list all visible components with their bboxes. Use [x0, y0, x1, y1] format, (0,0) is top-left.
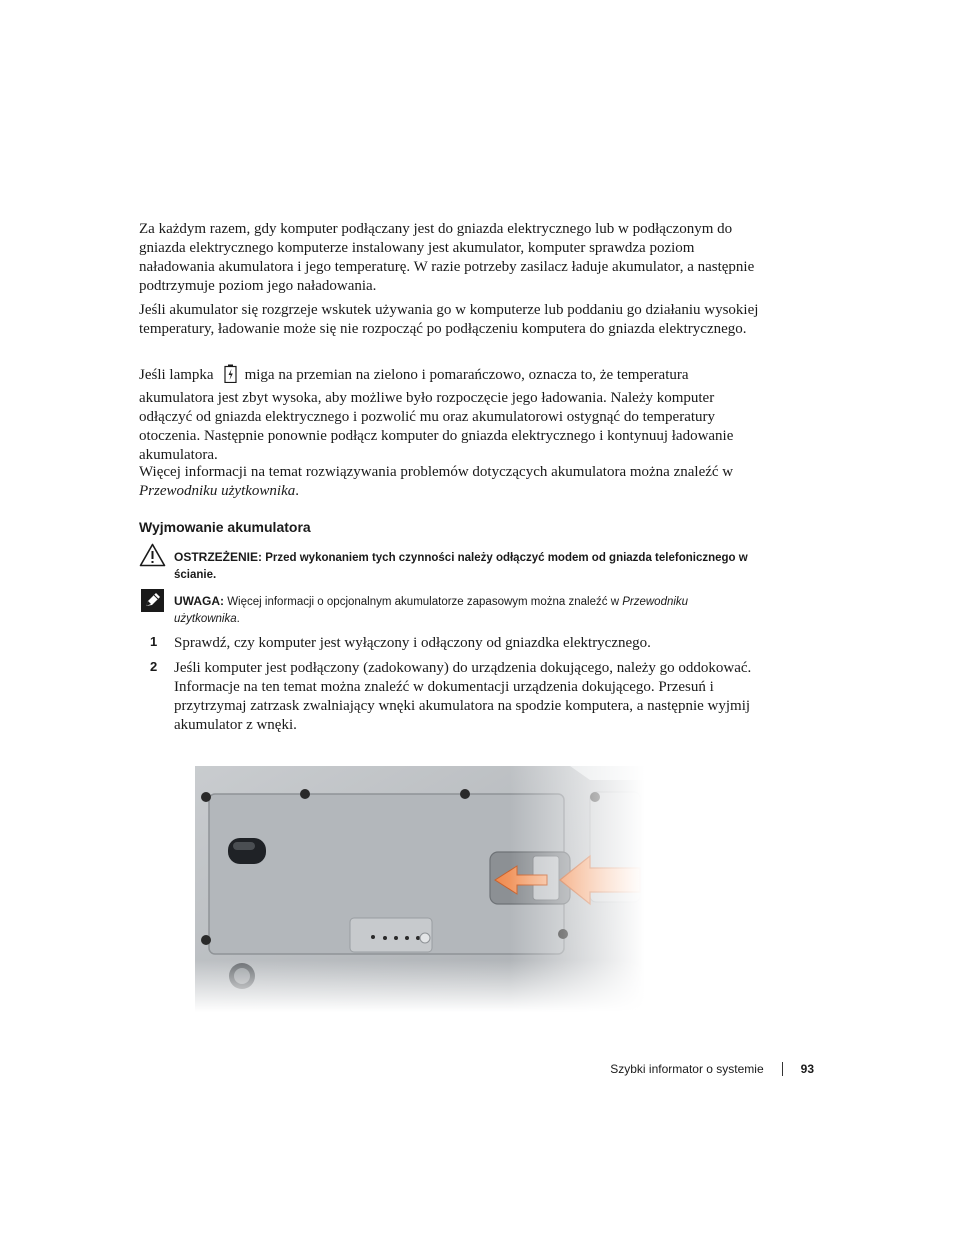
battery-light-text-after: miga na przemian na zielono i pomarańczowo, oznacza to, że temperatura akumulatora jest zbyt wysoka, aby możliwe było rozpoczęcie jego ładowania. Należy komputer odłączyć od gniazda elektrycznego i pozwolić mu oraz akumulatorowi ostygnąć do temperatury otoczenia. Następnie ponownie podłącz komputer do gniazda elektrycznego i kontynuuj ładowanie akumulatora.: [139, 367, 734, 463]
footer-divider: [782, 1062, 783, 1076]
warning-text: Przed wykonaniem tych czynności należy odłączyć modem od gniazda telefonicznego w ścianie.: [174, 552, 748, 581]
note-guide-reference: Przewodniku użytkownika: [174, 596, 689, 625]
note-end: .: [236, 613, 240, 625]
battery-status-icon: [224, 364, 237, 389]
warning-label: OSTRZEŻENIE:: [174, 550, 263, 564]
step-text-2: Jeśli komputer jest podłączony (zadokowany) do urządzenia dokującego, należy go oddokować. Informacje na ten temat można znaleźć w dokumentacji urządzenia dokującego. Przesuń i przytrzymaj zatrzask zwalniający wnęki akumulatora na spodzie komputera, a następnie wyjmij akumulator z wnęki.: [174, 660, 752, 733]
warning-triangle-icon: [139, 543, 166, 572]
paragraph-overheat: Jeśli akumulator się rozgrzeje wskutek używania go w komputerze lub poddaniu go działaniu wysokiej temperatury, ładowanie może się nie rozpocząć po podłączeniu komputera do gniazda elektrycznego.: [139, 302, 759, 337]
paragraph-charging-check: Za każdym razem, gdy komputer podłączany jest do gniazda elektrycznego lub w podłączonym do gniazda elektrycznego komputerze instalowany jest akumulator, komputer sprawdza poziom naładowania akumulatora i jego temperaturę. W razie potrzeby zasilacz ładuje akumulator, a następnie podtrzymuje poziom jego naładowania.: [139, 221, 755, 294]
paragraph-more-info: [139, 463, 759, 501]
step-text-1: Sprawdź, czy komputer jest wyłączony i odłączony od gniazdka elektrycznego.: [174, 635, 651, 651]
more-info-text: Więcej informacji na temat rozwiązywania problemów dotyczących akumulatora można znaleźć w: [139, 464, 734, 480]
battery-light-text-before: Jeśli lampka: [139, 367, 214, 383]
page-footer: [610, 1062, 814, 1076]
note-text: Więcej informacji o opcjonalnym akumulatorze zapasowym można znaleźć w: [227, 596, 620, 608]
section-heading: Wyjmowanie akumulatora: [139, 519, 311, 535]
users-guide-reference: Przewodniku użytkownika: [139, 483, 296, 499]
warning-notice: [174, 549, 754, 584]
note-label: UWAGA:: [174, 594, 224, 608]
step-number-2: 2: [150, 659, 158, 674]
more-info-end: .: [295, 483, 299, 499]
footer-section-title: Szybki informator o systemie: [610, 1062, 764, 1076]
step-number-1: 1: [150, 634, 158, 649]
page-number: 93: [800, 1062, 814, 1076]
note-notice: [174, 593, 754, 628]
note-pencil-icon: [141, 589, 164, 617]
paragraph-battery-light: [139, 364, 759, 465]
battery-bay-photo: [195, 752, 645, 1012]
